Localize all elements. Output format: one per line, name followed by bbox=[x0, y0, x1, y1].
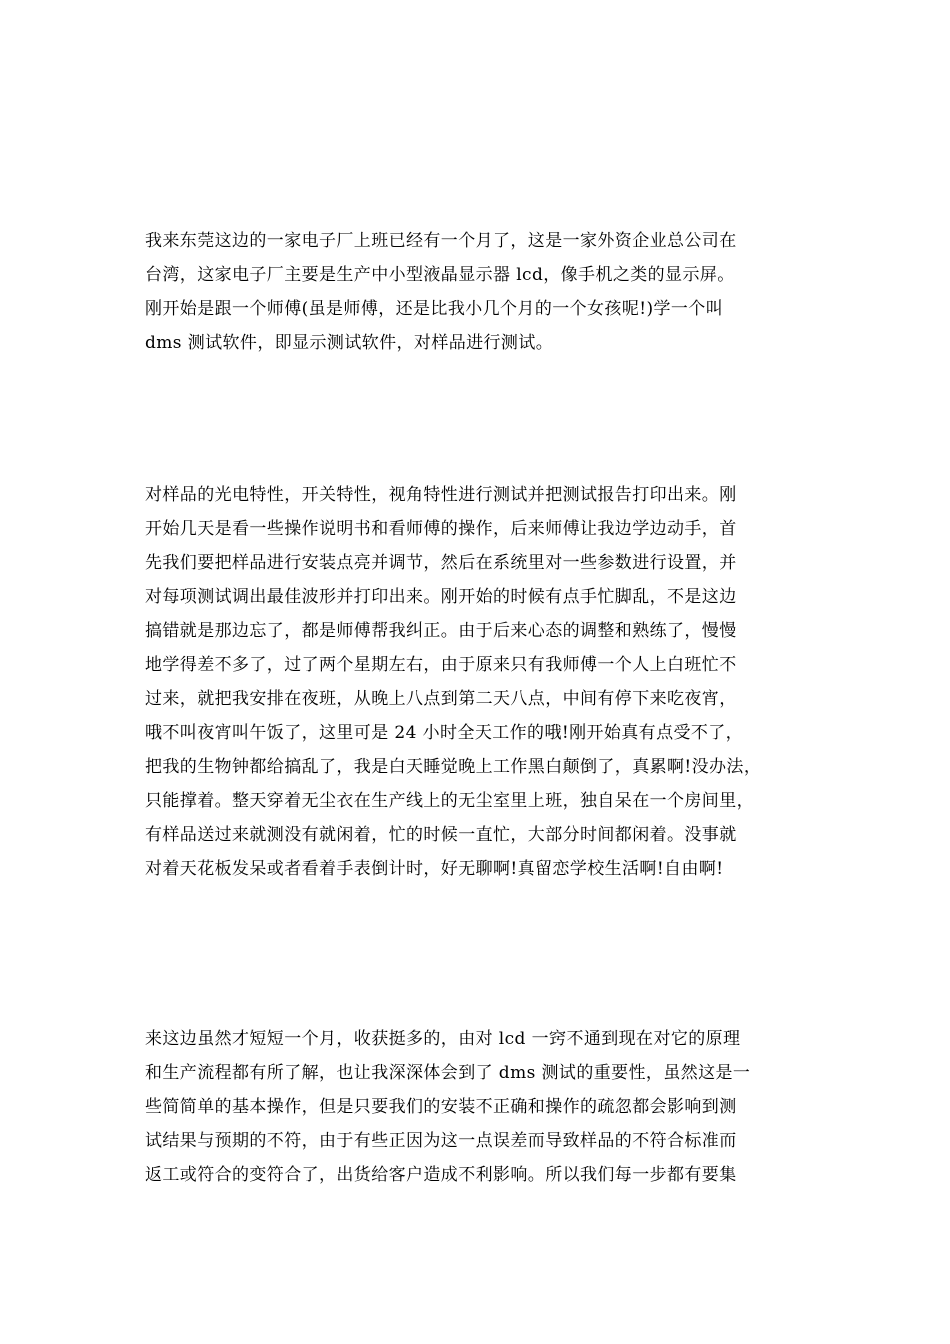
paragraph-1 bbox=[145, 224, 825, 360]
text-line: 对每项测试调出最佳波形并打印出来。刚开始的时候有点手忙脚乱，不是这边 bbox=[145, 587, 737, 607]
text-line: dms 测试软件，即显示测试软件，对样品进行测试。 bbox=[145, 333, 554, 353]
paragraph-3 bbox=[145, 1022, 825, 1192]
text-line: 过来，就把我安排在夜班，从晚上八点到第二天八点，中间有停下来吃夜宵， bbox=[145, 689, 737, 709]
text-line: 有样品送过来就测没有就闲着，忙的时候一直忙，大部分时间都闲着。没事就 bbox=[145, 825, 737, 845]
text-line: 对着天花板发呆或者看着手表倒计时，好无聊啊!真留恋学校生活啊!自由啊! bbox=[145, 859, 724, 879]
text-line: 些简简单的基本操作，但是只要我们的安装不正确和操作的疏忽都会影响到测 bbox=[145, 1097, 737, 1117]
text-line: 刚开始是跟一个师傅(虽是师傅，还是比我小几个月的一个女孩呢!)学一个叫 bbox=[145, 299, 724, 319]
text-line: 试结果与预期的不符，由于有些正因为这一点误差而导致样品的不符合标准而 bbox=[145, 1131, 737, 1151]
text-line: 搞错就是那边忘了，都是师傅帮我纠正。由于后来心态的调整和熟练了，慢慢 bbox=[145, 621, 737, 641]
text-line: 我来东莞这边的一家电子厂上班已经有一个月了，这是一家外资企业总公司在 bbox=[145, 231, 737, 251]
text-line: 哦不叫夜宵叫午饭了，这里可是 24 小时全天工作的哦!刚开始真有点受不了， bbox=[145, 723, 744, 743]
paragraph-2 bbox=[145, 478, 825, 886]
text-line: 开始几天是看一些操作说明书和看师傅的操作，后来师傅让我边学边动手，首 bbox=[145, 519, 737, 539]
text-line: 只能撑着。整天穿着无尘衣在生产线上的无尘室里上班，独自呆在一个房间里， bbox=[145, 791, 754, 811]
text-line: 和生产流程都有所了解，也让我深深体会到了 dms 测试的重要性，虽然这是一 bbox=[145, 1063, 751, 1083]
text-line: 返工或符合的变符合了，出货给客户造成不利影响。所以我们每一步都有要集 bbox=[145, 1165, 737, 1185]
text-line: 先我们要把样品进行安装点亮并调节，然后在系统里对一些参数进行设置，并 bbox=[145, 553, 737, 573]
text-line: 把我的生物钟都给搞乱了，我是白天睡觉晚上工作黑白颠倒了，真累啊!没办法， bbox=[145, 757, 762, 777]
text-line: 来这边虽然才短短一个月，收获挺多的，由对 lcd 一窍不通到现在对它的原理 bbox=[145, 1029, 741, 1049]
text-line: 对样品的光电特性，开关特性，视角特性进行测试并把测试报告打印出来。刚 bbox=[145, 485, 737, 505]
text-line: 台湾，这家电子厂主要是生产中小型液晶显示器 lcd，像手机之类的显示屏。 bbox=[145, 265, 735, 285]
text-line: 地学得差不多了，过了两个星期左右，由于原来只有我师傅一个人上白班忙不 bbox=[145, 655, 737, 675]
